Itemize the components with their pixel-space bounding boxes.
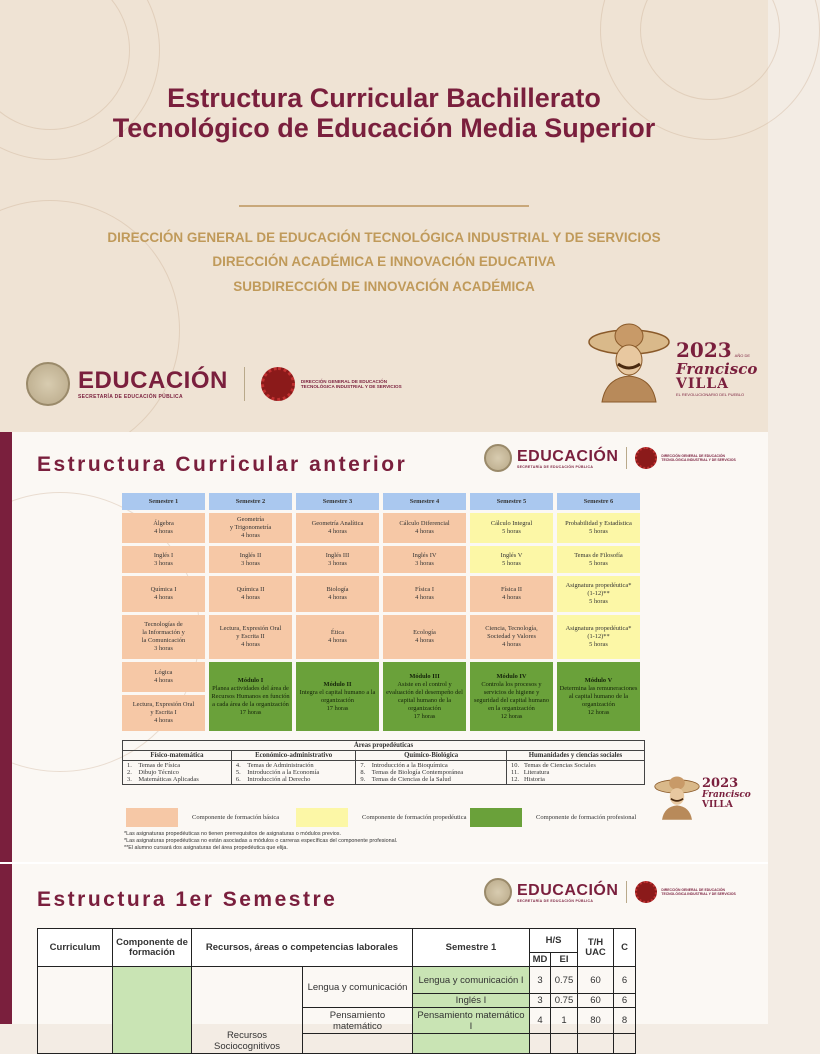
area-items: 10. Temas de Ciencias Sociales 11. Literatura 12. Historia	[506, 761, 644, 785]
ei-cell: 1	[551, 1008, 578, 1034]
dgeti-gear-icon	[261, 367, 295, 401]
logo-text: EDUCACIÓN	[78, 367, 228, 394]
subject-cell: Inglés III 3 horas	[296, 546, 379, 573]
semester-header: Semestre 3	[296, 493, 379, 510]
dgeti-text-2: TECNOLÓGICA INDUSTRIAL Y DE SERVICIOS	[661, 892, 736, 896]
mexico-seal-icon	[26, 362, 70, 406]
subject-cell: Ecología 4 horas	[383, 615, 466, 659]
col-semestre: Semestre 1	[413, 929, 530, 967]
area-header: Económico-administrativo	[231, 751, 355, 761]
logo-subtext: SECRETARÍA DE EDUCACIÓN PÚBLICA	[517, 464, 594, 469]
subject-cell: Asignatura propedéutica* (1-12)** 5 horas	[557, 576, 640, 612]
dgeti-text-2: TECNOLÓGICA INDUSTRIAL Y DE SERVICIOS	[300, 384, 402, 389]
grid-row	[122, 546, 640, 573]
legend-swatch	[296, 808, 348, 827]
mexico-seal-icon	[484, 444, 512, 472]
villa-name-villa: VILLA	[702, 800, 733, 810]
footnote: **El alumno cursará dos asignaturas del área propedéutica que elija.	[124, 844, 288, 851]
dgeti-text-1: DIRECCIÓN GENERAL DE EDUCACIÓN	[661, 454, 726, 458]
legend-label: Componente de formación básica	[192, 814, 280, 821]
area-cell	[303, 1034, 413, 1054]
c-cell	[614, 1034, 636, 1054]
legend-swatch	[126, 808, 178, 827]
md-cell: 3	[530, 994, 551, 1008]
th-cell	[578, 1034, 614, 1054]
dgeti-gear-icon	[635, 881, 657, 903]
subject-cell: Inglés I 3 horas	[122, 546, 205, 573]
subject-cell: Inglés II 3 horas	[209, 546, 292, 573]
subject-cell: Tecnologías de la Información y la Comunicación 3 horas	[122, 615, 205, 659]
th-cell: 60	[578, 994, 614, 1008]
area-items: 7. Introducción a la Bioquímica 8. Temas de Biología Contemporánea 9. Temas de Ciencias de la Salud	[356, 761, 507, 785]
col-ei: EI	[551, 953, 578, 967]
logo-subtext: SECRETARÍA DE EDUCACIÓN PÚBLICA	[517, 898, 594, 903]
subject-cell: Ciencia, Tecnología, Sociedad y Valores 4 horas	[470, 615, 553, 659]
accent-bar	[0, 864, 12, 1024]
dgeti-text-2: TECNOLÓGICA INDUSTRIAL Y DE SERVICIOS	[661, 458, 736, 462]
subject-cell: Inglés IV 3 horas	[383, 546, 466, 573]
footnotes	[124, 831, 397, 851]
subject-cell: Física I 4 horas	[383, 576, 466, 612]
area-items: 4. Temas de Administración 5. Introducción a la Economía 6. Introducción al Derecho	[231, 761, 355, 785]
villa-name-villa: VILLA	[676, 376, 729, 392]
first-semester-slide	[0, 864, 768, 1052]
area-cell: Lengua y comunicación	[303, 967, 413, 1008]
subject-cell: Geometría y Trigonometría 4 horas	[209, 513, 292, 543]
col-c: C	[614, 929, 636, 967]
legend-profesional	[470, 808, 636, 827]
title-line-2: Tecnológico de Educación Media Superior	[112, 113, 656, 143]
semester-header: Semestre 6	[557, 493, 640, 510]
md-cell	[530, 1034, 551, 1054]
module-cell: Módulo III Asiste en el control y evaluación del desempeño del capital humano de la organización 17 horas	[383, 662, 466, 731]
uac-cell: Lengua y comunicación I	[413, 967, 530, 994]
module-cell: Módulo II Integra el capital humano a la organización 17 horas	[296, 662, 379, 731]
villa-name-francisco: Francisco	[702, 790, 751, 800]
accent-bar	[0, 432, 12, 862]
subject-cell: Álgebra 4 horas	[122, 513, 205, 543]
subject-cell: Biología 4 horas	[296, 576, 379, 612]
subject-cell: Cálculo Diferencial 4 horas	[383, 513, 466, 543]
col-md: MD	[530, 953, 551, 967]
componente-cell	[113, 967, 192, 1054]
subject-cell: Geometría Analítica 4 horas	[296, 513, 379, 543]
dgeti-text-1: DIRECCIÓN GENERAL DE EDUCACIÓN	[661, 888, 726, 892]
area-items: 1. Temas de Física 2. Dibujo Técnico 3. Matemáticas Aplicadas	[123, 761, 232, 785]
title-line-1: Estructura Curricular Bachillerato	[167, 83, 601, 113]
francisco-villa-logo-small	[652, 767, 752, 827]
col-curriculum: Curriculum	[38, 929, 113, 967]
villa-ano-de: AÑO DE	[734, 353, 751, 358]
area-header: Físico-matemática	[123, 751, 232, 761]
col-componente: Componente de formación	[113, 929, 192, 967]
subject-cell: Química II 4 horas	[209, 576, 292, 612]
module-cell: Módulo IV Controla los procesos y servicios de higiene y seguridad del capital humano en la organización 12 horas	[470, 662, 553, 731]
subject-cell: Física II 4 horas	[470, 576, 553, 612]
logo-subtext: SECRETARÍA DE EDUCACIÓN PÚBLICA	[78, 394, 183, 400]
sep-logo-small	[484, 444, 736, 472]
col-th-uac: T/H UAC	[578, 929, 614, 967]
logo-separator	[244, 367, 245, 401]
villa-year: 2023	[702, 776, 739, 791]
area-header: Químico-Biológica	[356, 751, 507, 761]
semester-header: Semestre 5	[470, 493, 553, 510]
legend-label: Componente de formación profesional	[536, 814, 637, 821]
grid-row	[122, 513, 640, 543]
logo-separator	[626, 881, 627, 903]
th-cell: 60	[578, 967, 614, 994]
c-cell: 6	[614, 967, 636, 994]
subject-cell: Ética 4 horas	[296, 615, 379, 659]
title-divider	[239, 205, 529, 207]
grid-header-row	[122, 493, 640, 510]
mexico-seal-icon	[484, 878, 512, 906]
subject-cell: Lectura, Expresión Oral y Escrita I 4 horas	[122, 695, 205, 731]
title-slide	[0, 0, 768, 432]
ei-cell: 0.75	[551, 994, 578, 1008]
module-cell: Módulo I Planea actividades del área de Recursos Humanos en función a cada área de la organización 17 horas	[209, 662, 292, 731]
footnote: *Las asignaturas propedéuticas no están asociadas a módulos o carreras específicas del componente profesional.	[124, 837, 398, 844]
dgeti-gear-icon	[635, 447, 657, 469]
curriculum-previous-slide	[0, 432, 768, 862]
col-recursos: Recursos, áreas o competencias laborales	[192, 929, 413, 967]
col-hs: H/S	[530, 929, 578, 953]
logo-text: EDUCACIÓN	[517, 447, 619, 465]
legend-swatch	[470, 808, 522, 827]
table-row	[38, 967, 636, 994]
md-cell: 3	[530, 967, 551, 994]
c-cell: 6	[614, 994, 636, 1008]
slide-title: Estructura Curricular anterior	[37, 453, 408, 476]
legend-label: Componente de formación propedéutica	[362, 814, 467, 821]
th-cell: 80	[578, 1008, 614, 1034]
subject-cell: Inglés V 5 horas	[470, 546, 553, 573]
francisco-villa-logo	[584, 320, 758, 405]
logo-separator	[626, 447, 627, 469]
legend-basica	[126, 808, 279, 827]
subject-cell: Química I 4 horas	[122, 576, 205, 612]
propedeutic-areas-table	[122, 740, 645, 785]
subtitle-dgeti: DIRECCIÓN GENERAL DE EDUCACIÓN TECNOLÓGICA INDUSTRIAL Y DE SERVICIOS	[107, 230, 661, 245]
uac-cell: Pensamiento matemático I	[413, 1008, 530, 1034]
legend-propedeutica	[296, 808, 467, 827]
villa-name-francisco: Francisco	[676, 360, 758, 378]
semester-header: Semestre 4	[383, 493, 466, 510]
villa-year: 2023	[676, 338, 732, 362]
recursos-cell: Recursos Sociocognitivos	[192, 967, 303, 1054]
semester-1-table	[37, 928, 636, 1054]
area-cell: Pensamiento matemático	[303, 1008, 413, 1034]
area-header: Humanidades y ciencias sociales	[506, 751, 644, 761]
sep-logo	[26, 362, 402, 406]
md-cell: 4	[530, 1008, 551, 1034]
grid-row	[122, 615, 640, 659]
uac-cell: Inglés I	[413, 994, 530, 1008]
grid-row	[122, 662, 640, 692]
villa-tagline: EL REVOLUCIONARIO DEL PUEBLO	[676, 392, 745, 397]
c-cell: 8	[614, 1008, 636, 1034]
ei-cell	[551, 1034, 578, 1054]
villa-portrait-icon	[652, 771, 702, 823]
dgeti-text-1: DIRECCIÓN GENERAL DE EDUCACIÓN	[300, 379, 388, 384]
areas-title: Áreas propedéuticas	[123, 741, 645, 751]
sep-logo-small	[484, 878, 736, 906]
presentation-title	[0, 83, 768, 143]
subject-cell: Asignatura propedéutica* (1-12)** 5 horas	[557, 615, 640, 659]
curriculum-cell	[38, 967, 113, 1054]
uac-cell	[413, 1034, 530, 1054]
subject-cell: Lectura, Expresión Oral y Escrita II 4 horas	[209, 615, 292, 659]
slide-title: Estructura 1er Semestre	[37, 888, 338, 911]
subject-cell: Probabilidad y Estadística 5 horas	[557, 513, 640, 543]
footnote: *Las asignaturas propedéuticas no tienen prerrequisitos de asignaturas o módulos previos.	[124, 831, 341, 837]
subject-cell: Lógica 4 horas	[122, 662, 205, 692]
subject-cell: Cálculo Integral 5 horas	[470, 513, 553, 543]
villa-portrait-icon	[584, 320, 674, 402]
semester-header: Semestre 1	[122, 493, 205, 510]
curriculum-grid	[118, 490, 644, 734]
subtitle-subdireccion: SUBDIRECCIÓN DE INNOVACIÓN ACADÉMICA	[233, 279, 535, 294]
module-cell: Módulo V Determina las remuneraciones al capital humano de la organización 12 horas	[557, 662, 640, 731]
subtitle-direccion-academica: DIRECCIÓN ACADÉMICA E INNOVACIÓN EDUCATIVA	[212, 254, 556, 269]
semester-header: Semestre 2	[209, 493, 292, 510]
logo-text: EDUCACIÓN	[517, 881, 619, 899]
subject-cell: Temas de Filosofía 5 horas	[557, 546, 640, 573]
grid-row	[122, 576, 640, 612]
ei-cell: 0.75	[551, 967, 578, 994]
